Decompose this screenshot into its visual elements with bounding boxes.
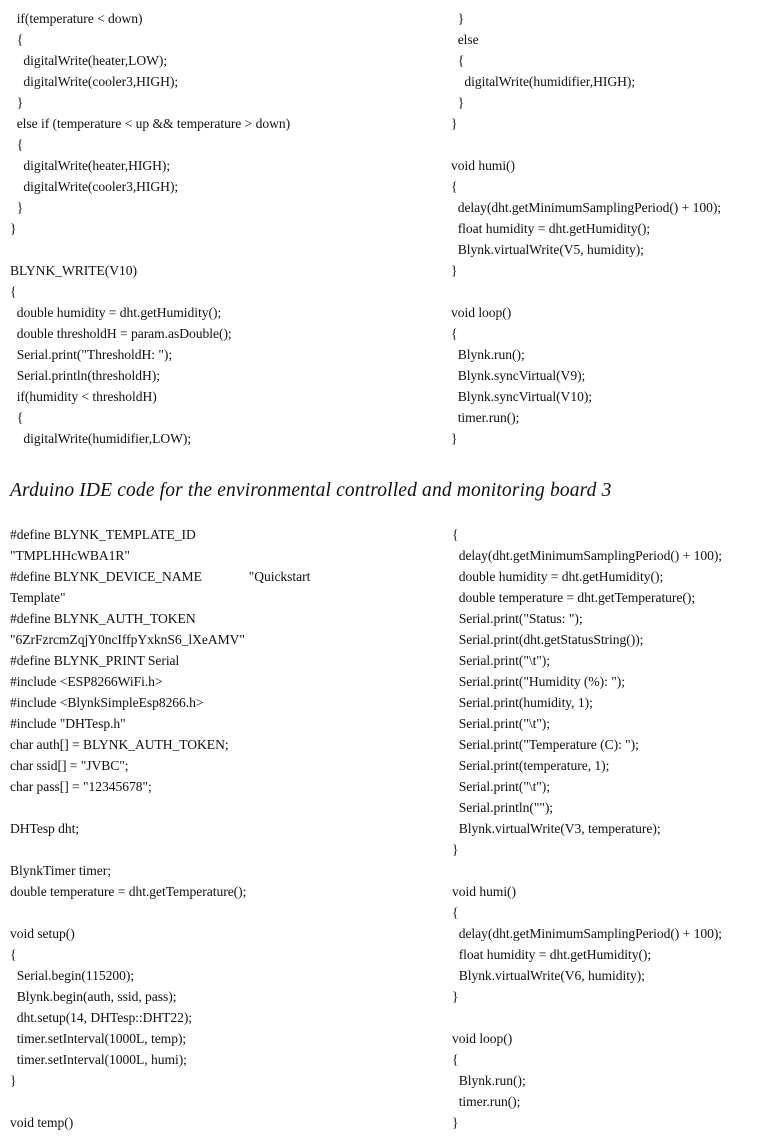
- code-line: dht.setup(14, DHTesp::DHT22);: [10, 1010, 193, 1025]
- code-line: [10, 1091, 440, 1112]
- code-line: digitalWrite(humidifier,HIGH);: [451, 74, 636, 89]
- code-line: Blynk.virtualWrite(V3, temperature);: [452, 821, 661, 836]
- code-line: {: [10, 947, 17, 962]
- code-line: Blynk.virtualWrite(V5, humidity);: [451, 242, 644, 257]
- code-line: timer.setInterval(1000L, humi);: [10, 1052, 187, 1067]
- code-line: void loop(): [452, 1031, 513, 1046]
- code-line: void setup(): [10, 926, 75, 941]
- code-line: #define BLYNK_PRINT Serial: [10, 653, 180, 668]
- code-line: }: [452, 1115, 459, 1130]
- code-line: timer.setInterval(1000L, temp);: [10, 1031, 187, 1046]
- code-line: delay(dht.getMinimumSamplingPeriod() + 100);: [452, 926, 723, 941]
- code-line: }: [10, 1073, 17, 1088]
- code-line: timer.run();: [452, 1094, 521, 1109]
- code-line: else if (temperature < up && temperature > down): [10, 116, 291, 131]
- code-line: [451, 134, 783, 155]
- code-line: Blynk.syncVirtual(V9);: [451, 368, 586, 383]
- bottom-right-code-column: [452, 524, 783, 1133]
- code-line: "TMPLHHcWBA1R": [10, 548, 130, 563]
- code-line: {: [10, 32, 24, 47]
- top-right-code-column: [451, 8, 783, 449]
- code-line: float humidity = dht.getHumidity();: [451, 221, 651, 236]
- code-line: Serial.print("\t");: [452, 653, 551, 668]
- code-line: Serial.print("Status: ");: [452, 611, 583, 626]
- code-line: }: [451, 116, 458, 131]
- code-line: {: [10, 137, 24, 152]
- code-line: float humidity = dht.getHumidity();: [452, 947, 652, 962]
- code-line: else: [451, 32, 479, 47]
- code-line: digitalWrite(humidifier,LOW);: [10, 431, 192, 446]
- code-line: Serial.print("ThresholdH: ");: [10, 347, 173, 362]
- code-line: }: [451, 263, 458, 278]
- code-line: Serial.print("\t");: [452, 779, 551, 794]
- code-line: }: [10, 221, 17, 236]
- code-line: Serial.begin(115200);: [10, 968, 135, 983]
- code-line: BLYNK_WRITE(V10): [10, 263, 137, 278]
- bottom-left-code-column: [10, 524, 440, 1133]
- code-line: #define BLYNK_DEVICE_NAME "Quickstart: [10, 569, 311, 584]
- code-line: [10, 839, 440, 860]
- code-line: [452, 1007, 783, 1028]
- code-line: [10, 797, 440, 818]
- top-left-code-column: [10, 8, 440, 449]
- code-line: Serial.print(temperature, 1);: [452, 758, 610, 773]
- code-line: [452, 860, 783, 881]
- code-line: digitalWrite(heater,HIGH);: [10, 158, 171, 173]
- code-line: Blynk.begin(auth, ssid, pass);: [10, 989, 177, 1004]
- code-line: Serial.print("Temperature (C): ");: [452, 737, 639, 752]
- code-line: }: [451, 95, 465, 110]
- code-line: {: [451, 326, 458, 341]
- code-line: double humidity = dht.getHumidity();: [10, 305, 222, 320]
- code-line: double temperature = dht.getTemperature();: [452, 590, 696, 605]
- code-line: void humi(): [451, 158, 516, 173]
- code-line: delay(dht.getMinimumSamplingPeriod() + 100);: [452, 548, 723, 563]
- code-line: #include <BlynkSimpleEsp8266.h>: [10, 695, 204, 710]
- code-line: if(humidity < thresholdH): [10, 389, 157, 404]
- code-line: Blynk.run();: [451, 347, 525, 362]
- code-line: [10, 902, 440, 923]
- code-line: Blynk.run();: [452, 1073, 526, 1088]
- code-line: {: [451, 53, 465, 68]
- code-line: {: [10, 410, 24, 425]
- code-line: [10, 239, 440, 260]
- code-line: {: [452, 905, 459, 920]
- code-line: Serial.print("Humidity (%): ");: [452, 674, 625, 689]
- code-line: Template": [10, 590, 66, 605]
- code-line: digitalWrite(cooler3,HIGH);: [10, 179, 179, 194]
- code-line: Serial.println(thresholdH);: [10, 368, 160, 383]
- code-line: delay(dht.getMinimumSamplingPeriod() + 100);: [451, 200, 722, 215]
- code-line: #define BLYNK_AUTH_TOKEN: [10, 611, 196, 626]
- code-line: Serial.print("\t");: [452, 716, 551, 731]
- code-line: }: [451, 431, 458, 446]
- code-line: BlynkTimer timer;: [10, 863, 111, 878]
- code-line: Blynk.virtualWrite(V6, humidity);: [452, 968, 645, 983]
- code-line: }: [10, 95, 24, 110]
- section-caption: Arduino IDE code for the environmental controlled and monitoring board 3: [10, 480, 612, 501]
- code-line: [451, 281, 783, 302]
- code-line: Serial.print(humidity, 1);: [452, 695, 593, 710]
- code-line: }: [451, 11, 465, 26]
- code-line: void temp(): [10, 1115, 74, 1130]
- code-line: if(temperature < down): [10, 11, 143, 26]
- code-line: }: [452, 842, 459, 857]
- code-line: double thresholdH = param.asDouble();: [10, 326, 232, 341]
- code-line: char auth[] = BLYNK_AUTH_TOKEN;: [10, 737, 229, 752]
- code-line: Serial.println("");: [452, 800, 554, 815]
- code-line: {: [452, 1052, 459, 1067]
- code-line: void humi(): [452, 884, 517, 899]
- code-line: #include <ESP8266WiFi.h>: [10, 674, 163, 689]
- code-line: "6ZrFzrcmZqjY0ncIffpYxknS6_lXeAMV": [10, 632, 245, 647]
- code-line: {: [451, 179, 458, 194]
- code-line: DHTesp dht;: [10, 821, 80, 836]
- code-line: Serial.print(dht.getStatusString());: [452, 632, 644, 647]
- code-line: #include "DHTesp.h": [10, 716, 126, 731]
- code-line: }: [10, 200, 24, 215]
- code-line: timer.run();: [451, 410, 520, 425]
- code-line: digitalWrite(heater,LOW);: [10, 53, 168, 68]
- code-line: double humidity = dht.getHumidity();: [452, 569, 664, 584]
- code-line: char ssid[] = "JVBC";: [10, 758, 129, 773]
- code-line: {: [10, 284, 17, 299]
- code-line: }: [452, 989, 459, 1004]
- code-line: {: [452, 527, 459, 542]
- code-line: void loop(): [451, 305, 512, 320]
- code-line: digitalWrite(cooler3,HIGH);: [10, 74, 179, 89]
- code-line: #define BLYNK_TEMPLATE_ID: [10, 527, 196, 542]
- code-line: double temperature = dht.getTemperature();: [10, 884, 247, 899]
- code-line: char pass[] = "12345678";: [10, 779, 152, 794]
- code-line: Blynk.syncVirtual(V10);: [451, 389, 593, 404]
